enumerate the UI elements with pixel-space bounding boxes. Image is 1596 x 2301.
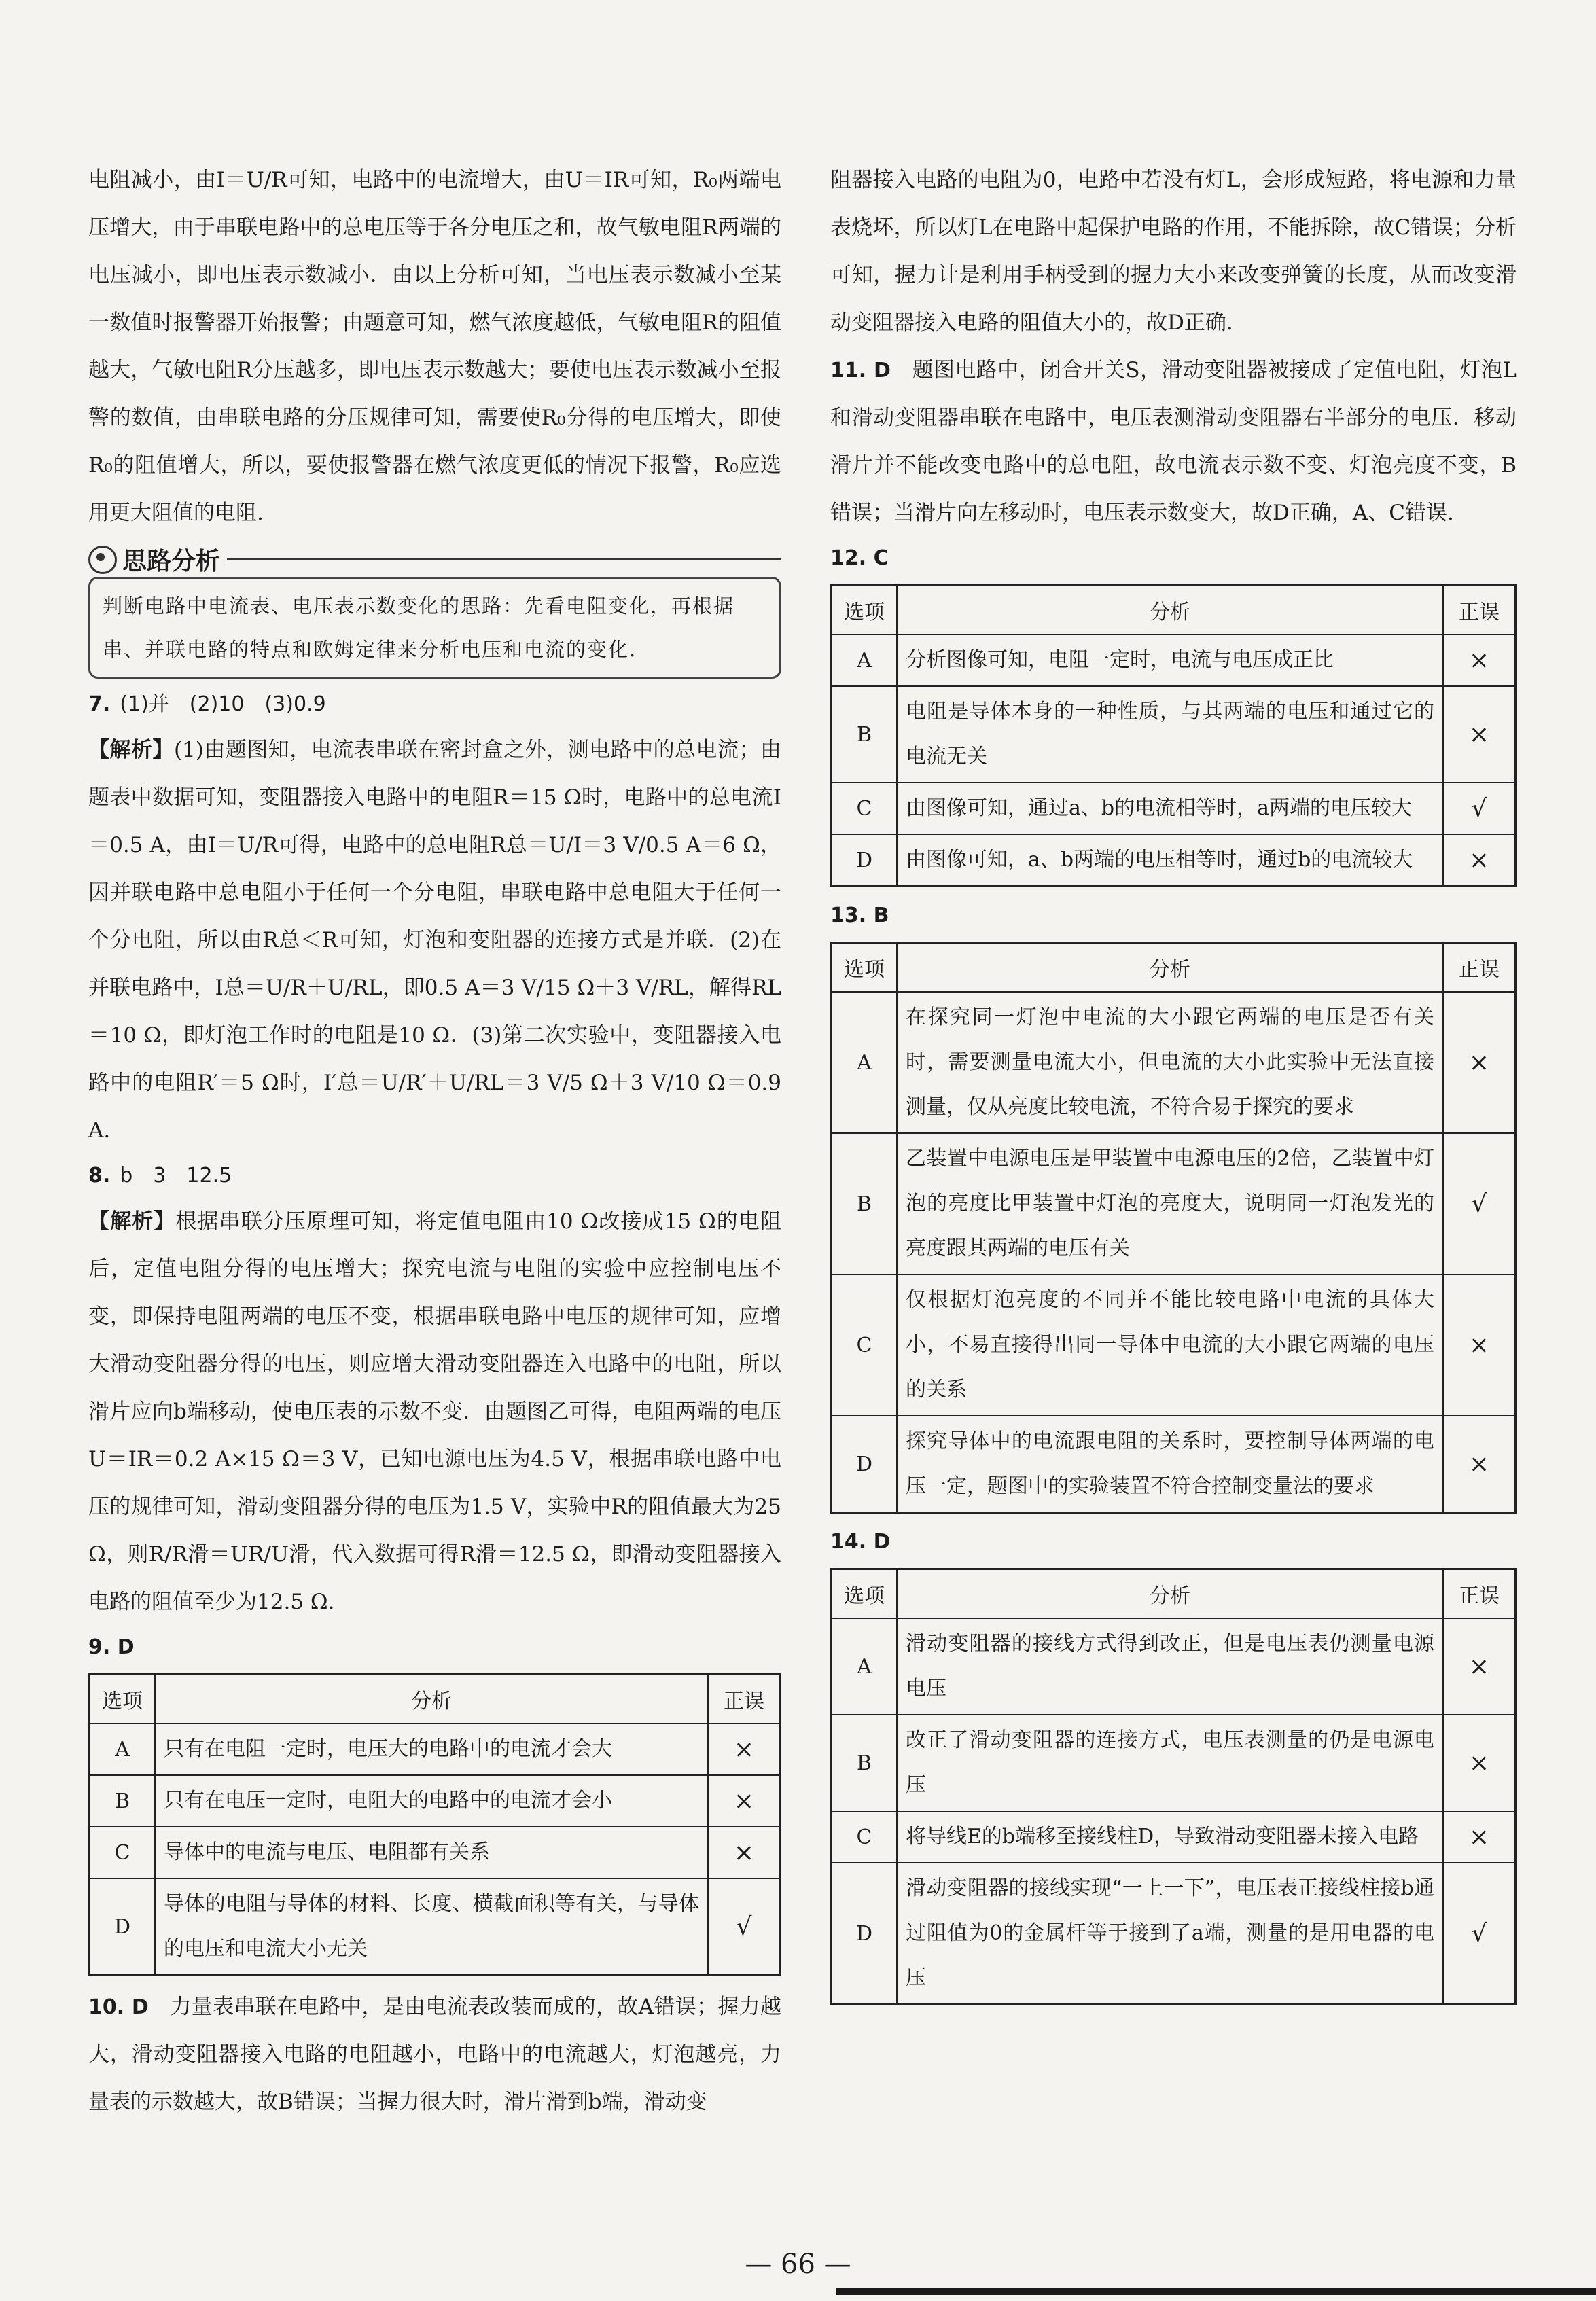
result-cell: √ [1443, 1133, 1516, 1274]
result-cell: × [1443, 686, 1516, 783]
analysis-cell: 滑动变阻器的接线方式得到改正，但是电压表仍测量电源电压 [897, 1618, 1443, 1715]
result-cell: × [708, 1827, 781, 1878]
q7-number: 7. [88, 692, 111, 716]
hint-header [88, 542, 781, 577]
table-row [90, 1775, 781, 1827]
option-cell: A [90, 1724, 156, 1775]
table-header-row [832, 1569, 1516, 1619]
page-number: — 66 — [745, 2249, 851, 2280]
table-row [832, 1618, 1516, 1715]
analysis-cell: 将导线E的b端移至接线柱D，导致滑动变阻器未接入电路 [897, 1811, 1443, 1863]
q8-explanation [88, 1198, 781, 1626]
result-cell: × [1443, 1416, 1516, 1513]
option-cell: B [832, 686, 898, 783]
table-row [832, 686, 1516, 783]
q10-text: 力量表串联在电路中，是由电流表改装而成的，故A错误；握力越大，滑动变阻器接入电路的电阻越小，电路中的电流越大，灯泡越亮，力量表的示数越大，故B错误；当握力很大时，滑片滑到b端，滑动变 [88, 1995, 781, 2114]
table-header-row [832, 943, 1516, 993]
analysis-cell: 只有在电阻一定时，电压大的电路中的电流才会大 [155, 1724, 708, 1775]
q13-label: 13. B [830, 904, 889, 927]
analysis-cell: 滑动变阻器的接线实现“一上一下”，电压表正接线柱接b通过阻值为0的金属杆等于接到了a端，测量的是用电器的电压 [897, 1863, 1443, 2005]
q10-explanation [88, 1983, 781, 2126]
result-cell: × [1443, 635, 1516, 686]
table-row [832, 783, 1516, 834]
table-row [832, 992, 1516, 1133]
option-cell: A [832, 992, 898, 1133]
lightbulb-icon [88, 546, 117, 574]
header-analysis: 分析 [897, 586, 1443, 635]
table-row [832, 635, 1516, 686]
option-cell: C [90, 1827, 156, 1878]
result-cell: × [1443, 1715, 1516, 1811]
option-cell: A [832, 635, 898, 686]
table-row [832, 1811, 1516, 1863]
q8-answer: b 3 12.5 [120, 1164, 232, 1188]
analysis-cell: 导体的电阻与导体的材料、长度、横截面积等有关，与导体的电压和电流大小无关 [155, 1878, 708, 1976]
result-cell: × [1443, 992, 1516, 1133]
option-cell: B [832, 1715, 898, 1811]
result-cell: × [1443, 1618, 1516, 1715]
header-option: 选项 [832, 1569, 898, 1619]
q12-label: 12. C [830, 546, 889, 570]
analysis-cell: 仅根据灯泡亮度的不同并不能比较电路中电流的具体大小，不易直接得出同一导体中电流的大小跟它两端的电压的关系 [897, 1274, 1443, 1416]
option-cell: D [832, 1416, 898, 1513]
analysis-cell: 在探究同一灯泡中电流的大小跟它两端的电压是否有关时，需要测量电流大小，但电流的大小此实验中无法直接测量，仅从亮度比较电流，不符合易于探究的要求 [897, 992, 1443, 1133]
analysis-cell: 探究导体中的电流跟电阻的关系时，要控制导体两端的电压一定，题图中的实验装置不符合控制变量法的要求 [897, 1416, 1443, 1513]
result-cell: × [1443, 1274, 1516, 1416]
result-cell: × [708, 1775, 781, 1827]
q12-table [830, 584, 1517, 887]
q9-label: 9. D [88, 1635, 135, 1659]
table-row [832, 1715, 1516, 1811]
q14-table [830, 1568, 1517, 2005]
analysis-cell: 只有在电压一定时，电阻大的电路中的电流才会小 [155, 1775, 708, 1827]
header-analysis: 分析 [897, 943, 1443, 993]
q8-number: 8. [88, 1164, 111, 1188]
header-result: 正误 [1443, 943, 1516, 993]
q8-tag: 【解析】 [88, 1209, 176, 1234]
option-cell: C [832, 1811, 898, 1863]
table-header-row [90, 1675, 781, 1724]
header-option: 选项 [90, 1675, 156, 1724]
option-cell: D [832, 1863, 898, 2005]
option-cell: D [832, 834, 898, 887]
q8-text: 根据串联分压原理可知，将定值电阻由10 Ω改接成15 Ω的电阻后，定值电阻分得的电压增大；探究电流与电阻的实验中应控制电压不变，即保持电阻两端的电压不变，根据串联电路中电压的规律可知，应增大滑动变阻器分得的电压，则应增大滑动变阻器连入电路中的电阻，所以滑片应向b端移动，使电压表的示数不变．由题图乙可得，电阻两端的电压U＝IR＝0.2 A×15 Ω＝3 V，已知电源电压为4.5 V，根据串联电路中电压的规律可知，滑动变阻器分得的电压为1.5 V，实验中R的阻值最大为25 Ω，则R/R滑＝UR/U滑，代入数据可得R滑＝12.5 Ω，即滑动变阻器接入电路的阻值至少为12.5 Ω. [88, 1209, 781, 1614]
table-row [832, 1416, 1516, 1513]
header-result: 正误 [708, 1675, 781, 1724]
table-row [90, 1827, 781, 1878]
hint-arrow-line [227, 558, 781, 560]
q7-answer-line [88, 683, 781, 726]
option-cell: B [90, 1775, 156, 1827]
analysis-cell: 导体中的电流与电压、电阻都有关系 [155, 1827, 708, 1878]
q13-table [830, 942, 1517, 1514]
header-result: 正误 [1443, 1569, 1516, 1619]
q7-tag: 【解析】 [88, 738, 174, 762]
table-header-row [832, 586, 1516, 635]
table-row [832, 1133, 1516, 1274]
option-cell: A [832, 1618, 898, 1715]
analysis-cell: 分析图像可知，电阻一定时，电流与电压成正比 [897, 635, 1443, 686]
q9-table [88, 1673, 781, 1976]
q10-label: 10. D [88, 1995, 149, 2019]
table-row [832, 1274, 1516, 1416]
analysis-cell: 由图像可知，a、b两端的电压相等时，通过b的电流较大 [897, 834, 1443, 887]
q11-text: 题图电路中，闭合开关S，滑动变阻器被接成了定值电阻，灯泡L和滑动变阻器串联在电路中，电压表测滑动变阻器右半部分的电压．移动滑片并不能改变电路中的总电阻，故电流表示数不变、灯泡亮度不变，B错误；当滑片向左移动时，电压表示数变大，故D正确，A、C错误. [830, 358, 1517, 525]
q10-continuation: 阻器接入电路的电阻为0，电路中若没有灯L，会形成短路，将电源和力量表烧坏，所以灯L在电路中起保护电路的作用，不能拆除，故C错误；分析可知，握力计是利用手柄受到的握力大小来改变弹簧的长度，从而改变滑动变阻器接入电路的阻值大小的，故D正确. [830, 168, 1517, 335]
q8-answer-line [88, 1154, 781, 1198]
header-option: 选项 [832, 943, 898, 993]
header-result: 正误 [1443, 586, 1516, 635]
hint-title: 思路分析 [122, 548, 221, 575]
q6-continuation: 电阻减小，由I＝U/R可知，电路中的电流增大，由U＝IR可知，R₀两端电压增大，由于串联电路中的总电压等于各分电压之和，故气敏电阻R两端的电压减小，即电压表示数减小．由以上分析可知，当电压表示数减小至某一数值时报警器开始报警；由题意可知，燃气浓度越低，气敏电阻R的阻值越大，气敏电阻R分压越多，即电压表示数越大；要使电压表示数减小至报警的数值，由串联电路的分压规律可知，需要使R₀分得的电压增大，即使R₀的阻值增大，所以，要使报警器在燃气浓度更低的情况下报警，R₀应选用更大阻值的电阻. [88, 168, 781, 525]
left-column [88, 156, 781, 2126]
right-column [830, 156, 1517, 2012]
table-row [832, 1863, 1516, 2005]
result-cell: × [1443, 834, 1516, 887]
header-option: 选项 [832, 586, 898, 635]
q11-label: 11. D [830, 359, 891, 382]
result-cell: × [708, 1724, 781, 1775]
option-cell: C [832, 783, 898, 834]
analysis-cell: 改正了滑动变阻器的连接方式，电压表测量的仍是电源电压 [897, 1715, 1443, 1811]
table-row [90, 1878, 781, 1976]
bottom-rule [836, 2288, 1596, 2295]
q7-explanation [88, 726, 781, 1154]
q14-label: 14. D [830, 1530, 891, 1554]
header-analysis: 分析 [897, 1569, 1443, 1619]
option-cell: B [832, 1133, 898, 1274]
analysis-cell: 电阻是导体本身的一种性质，与其两端的电压和通过它的电流无关 [897, 686, 1443, 783]
analysis-cell: 由图像可知，通过a、b的电流相等时，a两端的电压较大 [897, 783, 1443, 834]
table-row [832, 834, 1516, 887]
result-cell: √ [1443, 783, 1516, 834]
q7-answer: (1)并 (2)10 (3)0.9 [120, 692, 326, 716]
result-cell: √ [1443, 1863, 1516, 2005]
result-cell: √ [708, 1878, 781, 1976]
header-analysis: 分析 [155, 1675, 708, 1724]
table-row [90, 1724, 781, 1775]
q11-explanation [830, 346, 1517, 537]
hint-box: 判断电路中电流表、电压表示数变化的思路：先看电阻变化，再根据串、并联电路的特点和欧姆定律来分析电压和电流的变化. [88, 577, 781, 679]
option-cell: D [90, 1878, 156, 1976]
option-cell: C [832, 1274, 898, 1416]
result-cell: × [1443, 1811, 1516, 1863]
analysis-cell: 乙装置中电源电压是甲装置中电源电压的2倍，乙装置中灯泡的亮度比甲装置中灯泡的亮度大，说明同一灯泡发光的亮度跟其两端的电压有关 [897, 1133, 1443, 1274]
q7-text: (1)由题图知，电流表串联在密封盒之外，测电路中的总电流；由题表中数据可知，变阻器接入电路中的电阻R＝15 Ω时，电路中的总电流I＝0.5 A，由I＝U/R可得，电路中的总电阻R总＝U/I＝3 V/0.5 A＝6 Ω，因并联电路中总电阻小于任何一个分电阻，串联电路中总电阻大于任何一个分电阻，所以由R总＜R可知，灯泡和变阻器的连接方式是并联．(2)在并联电路中，I总＝U/R＋U/RL，即0.5 A＝3 V/15 Ω＋3 V/RL，解得RL＝10 Ω，即灯泡工作时的电阻是10 Ω．(3)第二次实验中，变阻器接入电路中的电阻R′＝5 Ω时，I′总＝U/R′＋U/RL＝3 V/5 Ω＋3 V/10 Ω＝0.9 A. [88, 738, 781, 1143]
